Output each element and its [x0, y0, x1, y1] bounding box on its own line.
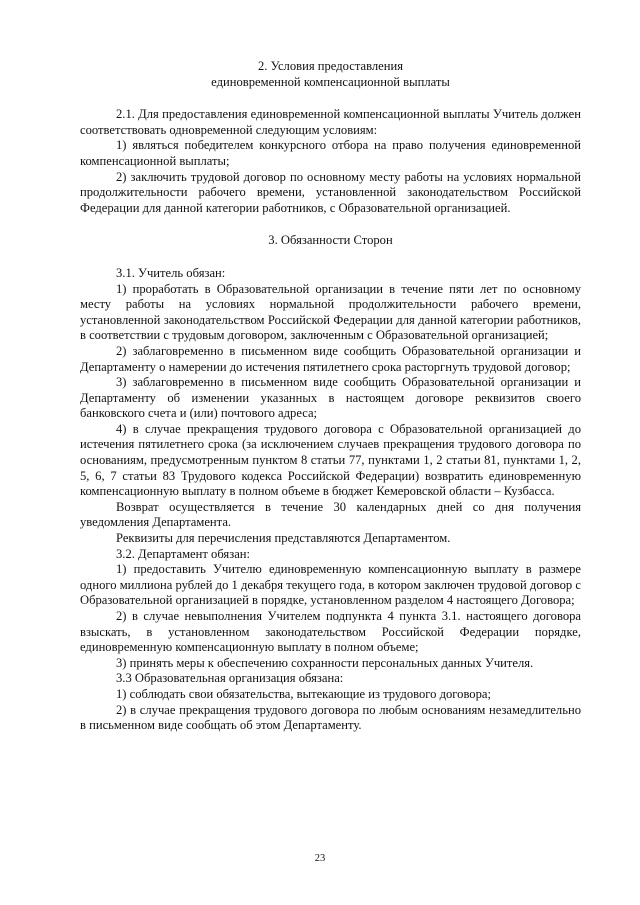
page-number: 23: [314, 853, 326, 864]
section-3-paragraph-3: 2) заблаговременно в письменном виде сообщить Образовательной организации и Департаменту о намерении до истечения пятилетнего срока расторгнуть трудовой договор;: [80, 343, 581, 374]
section-2-paragraph-2: 1) являться победителем конкурсного отбора на право получения единовременной компенсационной выплаты;: [80, 138, 581, 168]
section-3-paragraph-14: 2) в случае прекращения трудового договора по любым основаниям незамедлительно в письменном виде сообщать об этом Департаменту.: [80, 702, 581, 733]
section-3-paragraph-13: 1) соблюдать свои обязательства, вытекающие из трудового договора;: [116, 686, 491, 701]
section-2-paragraph-1: 2.1. Для предоставления единовременной компенсационной выплаты Учитель должен соответствовать одновременной следующим условиям:: [80, 107, 581, 137]
section-3-paragraph-9: 1) предоставить Учителю единовременную компенсационную выплату в размере одного миллиона рублей до 1 декабря текущего года, в котором заключен трудовой договор с Образовательной организацией в порядке, установленном разделом 4 настоящего Договора;: [80, 562, 581, 608]
section-3-paragraph-11: 3) принять меры к обеспечению сохранности персональных данных Учителя.: [116, 655, 534, 670]
section-3-paragraph-8: 3.2. Департамент обязан:: [116, 546, 251, 561]
section-3-heading: 3. Обязанности Сторон: [268, 233, 393, 248]
section-3-paragraph-4: 3) заблаговременно в письменном виде сообщить Образовательной организации и Департаменту об изменении указанных в настоящем договоре реквизитов своего банковского счета и (или) почтового адреса;: [80, 375, 581, 421]
page-content: [80, 59, 581, 734]
section-3-paragraph-1: 3.1. Учитель обязан:: [116, 265, 226, 280]
section-3-paragraph-2: 1) проработать в Образовательной организации в течение пяти лет по основному месту работы на условиях нормальной продолжительности рабочего времени, установленной законодательством Российской Федерации для данной категории работников, в соответствии с трудовым договором, заключенным с Образовательной организацией;: [80, 281, 581, 343]
section-3-paragraph-10: 2) в случае невыполнения Учителем подпункта 4 пункта 3.1. настоящего договора взыскать, в установленном законодательством Российской Федерации порядке, единовременную компенсационную выплату в полном объеме;: [80, 609, 581, 655]
section-3-paragraph-6: Возврат осуществляется в течение 30 календарных дней со дня получения уведомления Департамента.: [80, 499, 581, 530]
section-2-heading-line1: 2. Условия предоставления: [257, 59, 404, 73]
section-3-paragraph-5: 4) в случае прекращения трудового договора с Образовательной организацией до истечения пятилетнего срока (за исключением случаев прекращения трудового договора по основаниям, предусмотренным пунктом 8 статьи 77, пунктами 1, 2 статьи 81, пунктами 1, 2, 5, 6, 7 статьи 83 Трудового кодекса Российской Федерации) возвратить единовременную компенсационную выплату в полном объеме в бюджет Кемеровской области – Кузбасса.: [80, 421, 581, 499]
section-3-paragraph-12: 3.3 Образовательная организация обязана:: [116, 671, 344, 686]
section-2-paragraph-3: 2) заключить трудовой договор по основному месту работы на условиях нормальной продолжительности рабочего времени, установленной законодательством Российской Федерации для данной категории работников, с Образовательной организацией.: [80, 169, 581, 215]
section-2-heading-line2: единовременной компенсационной выплаты: [211, 74, 450, 89]
section-3-paragraph-7: Реквизиты для перечисления представляются Департаментом.: [116, 531, 451, 546]
